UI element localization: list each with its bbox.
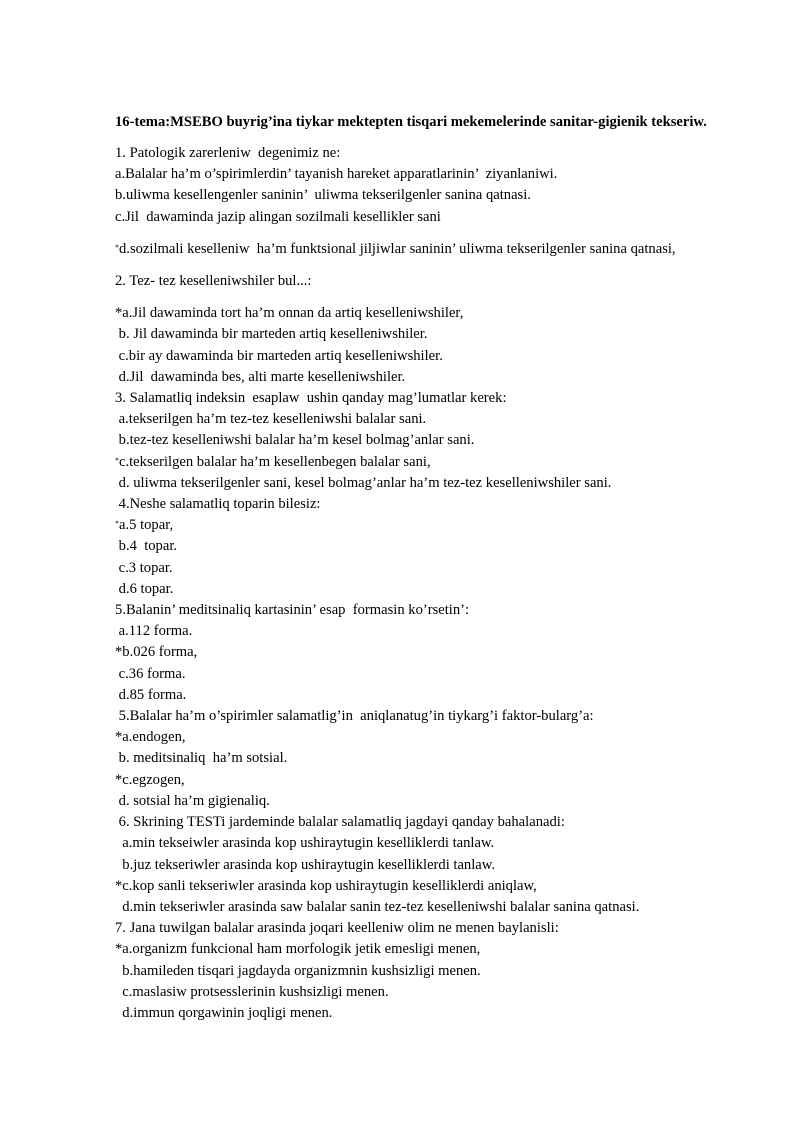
text-line: c.3 topar.	[115, 559, 173, 576]
text-line: d.Jil dawaminda bes, alti marte keselleniwshiler.	[115, 368, 406, 385]
text-line: *c.egzogen,	[115, 771, 185, 788]
text-line: b.tez-tez keselleniwshi balalar ha’m kesel bolmag’anlar sani.	[115, 432, 475, 449]
text-line: a.tekserilgen ha’m tez-tez keselleniwshi balalar sani.	[115, 411, 427, 428]
answer-mark: *	[115, 242, 119, 252]
text-line: *a.Jil dawaminda tort ha’m onnan da artiq keselleniwshiler,	[115, 305, 464, 322]
question-1-option-d: *d.sozilmali keselleniw ha’m funktsional jiljiwlar saninin’ uliwma tekserilgenler sanina qatnasi,	[115, 240, 676, 257]
text-line: 4.Neshe salamatliq toparin bilesiz:	[115, 496, 321, 513]
text-line: b. meditsinaliq ha’m sotsial.	[115, 750, 288, 767]
text-line: d. uliwma tekserilgenler sani, kesel bolmag’anlar ha’m tez-tez keselleniwshiler sani.	[115, 474, 612, 491]
text-line: d.immun qorgawinin joqligi menen.	[115, 1004, 333, 1021]
text-line: 3. Salamatliq indeksin esaplaw ushin qanday mag’lumatlar kerek:	[115, 390, 507, 407]
text-line: 6. Skrining TESTi jardeminde balalar salamatliq jagdayi qanday bahalanadi:	[115, 814, 565, 831]
text-line: c.maslasiw protsesslerinin kushsizligi menen.	[115, 983, 389, 1000]
text-line: b.juz tekseriwler arasinda kop ushiraytugin keselliklerdi tanlaw.	[115, 856, 496, 873]
text-line: b.hamileden tisqari jagdayda organizmnin kushsizligi menen.	[115, 962, 481, 979]
text-line: d.min tekseriwler arasinda saw balalar sanin tez-tez keselleniwshi balalar sanina qatnasi.	[115, 898, 640, 915]
text-line: *c.tekserilgen balalar ha’m kesellenbegen balalar sani,	[115, 453, 431, 470]
text-line: *a.5 topar,	[115, 517, 174, 534]
text-line: a.112 forma.	[115, 623, 193, 640]
text-line: a.min tekseiwler arasinda kop ushiraytugin keselliklerdi tanlaw.	[115, 835, 495, 852]
text-line: d.85 forma.	[115, 686, 187, 703]
question-2-heading-block	[115, 271, 742, 292]
text-line: 5.Balalar ha’m o’spirimler salamatlig’in aniqlanatug’in tiykarg’i faktor-bularg’a:	[115, 708, 594, 725]
document-title: 16-tema:MSEBO buyrig’ina tiykar mektepten tisqari mekemelerinde sanitar-gigienik tekseriw.	[115, 114, 707, 130]
text-line: a.Balalar ha’m o’spirimlerdin’ tayanish hareket apparatlarinin’ ziyanlaniwi.	[115, 166, 558, 183]
document-page	[115, 112, 742, 1024]
text-line: b.4 topar.	[115, 538, 178, 555]
text-line: 2. Tez- tez keselleniwshiler bul...:	[115, 273, 312, 290]
text-line: 1. Patologik zarerleniw degenimiz ne:	[115, 145, 341, 161]
text-line: d.6 topar.	[115, 580, 174, 597]
text-line: *a.endogen,	[115, 729, 186, 746]
answer-mark: *	[115, 519, 119, 529]
text-line: d. sotsial ha’m gigienaliq.	[115, 792, 270, 809]
text-line: *c.kop sanli tekseriwler arasinda kop ushiraytugin keselliklerdi aniqlaw,	[115, 877, 537, 894]
text-line: *a.organizm funkcional ham morfologik jetik emesligi menen,	[115, 941, 481, 958]
text-line: 5.Balanin’ meditsinaliq kartasinin’ esap formasin ko’rsetin’:	[115, 602, 470, 619]
question-1-block	[115, 143, 742, 228]
text-line: c.bir ay dawaminda bir marteden artiq keselleniwshiler.	[115, 347, 443, 364]
text-line: c.36 forma.	[115, 665, 186, 682]
answer-mark: *	[115, 455, 119, 465]
text-line: c.Jil dawaminda jazip alingan sozilmali kesellikler sani	[115, 208, 441, 225]
text-line: b. Jil dawaminda bir marteden artiq keselleniwshiler.	[115, 326, 428, 343]
questions-list	[115, 303, 742, 1024]
text-line: b.uliwma kesellengenler saninin’ uliwma tekserilgenler sanina qatnasi.	[115, 187, 531, 204]
text-line: *b.026 forma,	[115, 644, 198, 661]
text-line: 7. Jana tuwilgan balalar arasinda joqari keelleniw olim ne menen baylanisli:	[115, 920, 559, 937]
